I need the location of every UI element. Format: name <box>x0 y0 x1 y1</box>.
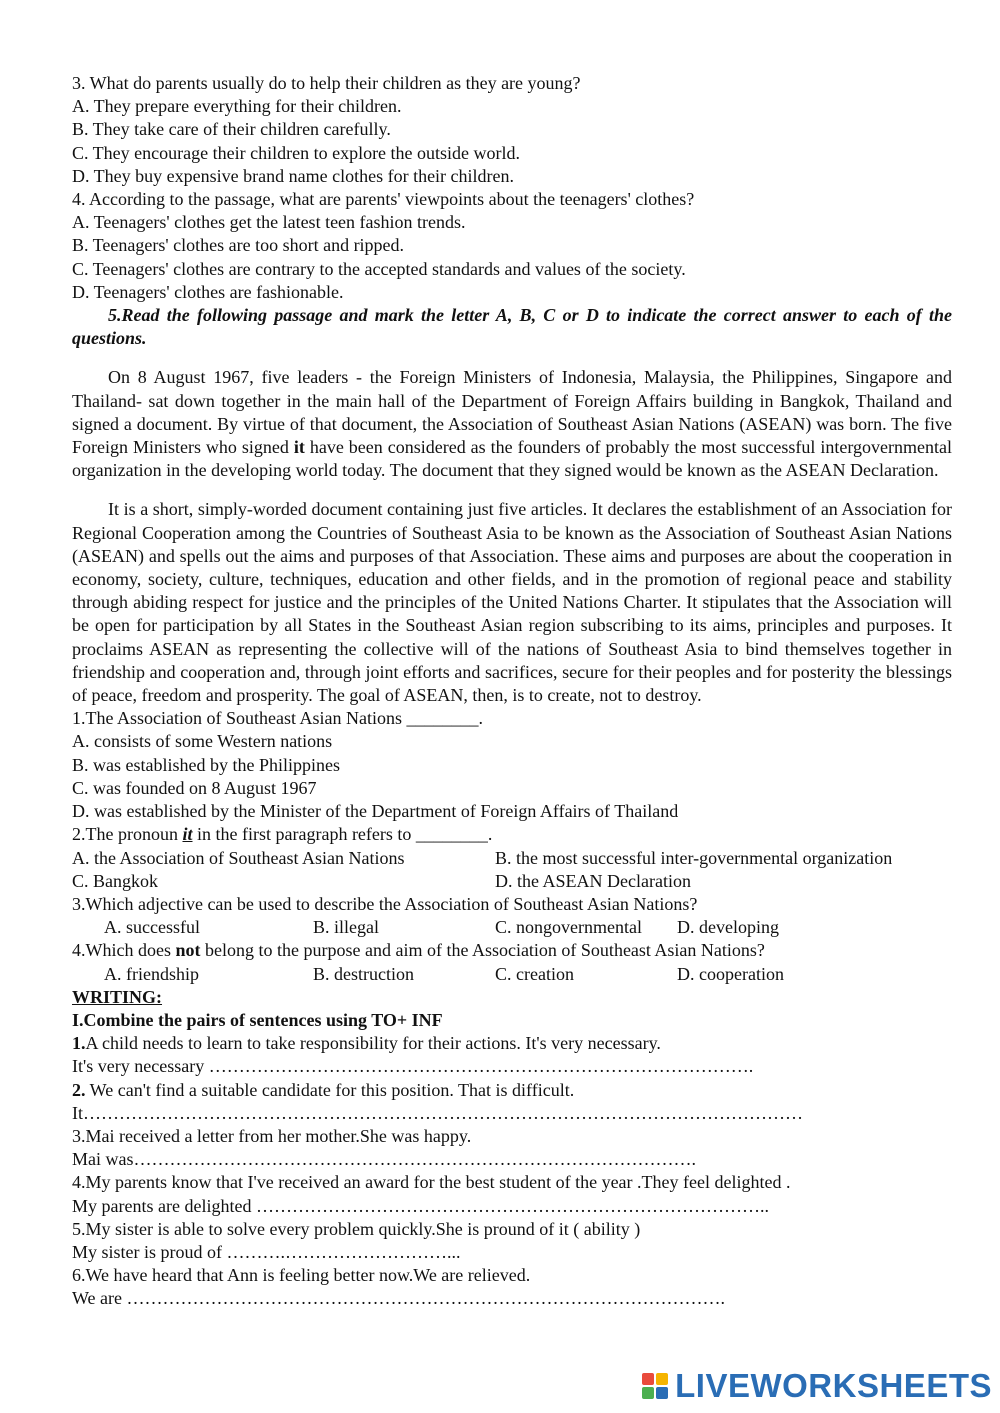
answer-option: B. destruction <box>313 963 414 984</box>
writing-prompt: 3.Mai received a letter from her mother.She was happy. <box>72 1125 472 1146</box>
answer-option: D. They buy expensive brand name clothes for their children. <box>72 165 515 186</box>
question-4-stem <box>72 939 952 962</box>
answer-option: A. successful <box>104 917 200 938</box>
answer-option: B. They take care of their children carefully. <box>72 119 391 140</box>
liveworksheets-logo[interactable] <box>642 1367 992 1405</box>
prompt-text: A child needs to learn to take responsibility for their actions. It's very necessary. <box>85 1033 661 1054</box>
passage-paragraph-1 <box>72 366 952 482</box>
writing-prompt <box>72 1079 952 1102</box>
question-text: in the first paragraph refers to ________. <box>192 824 493 845</box>
emphasis-not: not <box>175 940 201 961</box>
answer-row <box>72 963 952 986</box>
question-stem: 4. According to the passage, what are parents' viewpoints about the teenagers' clothes? <box>72 189 695 210</box>
answer-option: C. nongovernmental <box>495 917 642 938</box>
question-text: 2.The pronoun <box>72 824 183 845</box>
answer-option: D. the ASEAN Declaration <box>495 870 691 891</box>
logo-text: LIVEWORKSHEETS <box>675 1367 992 1404</box>
question-1-stem: 1.The Association of Southeast Asian Nations ________. <box>72 708 483 729</box>
writing-title: WRITING: <box>72 986 163 1007</box>
answer-line[interactable]: My parents are delighted ………………………………………………………………………….. <box>72 1195 769 1216</box>
answer-line[interactable]: Mai was…………………………………………………………………………………. <box>72 1149 696 1170</box>
question-3-stem: 3.Which adjective can be used to describe the Association of Southeast Asian Nations? <box>72 893 698 914</box>
answer-row <box>72 847 952 870</box>
answer-option: D. developing <box>677 917 779 938</box>
liveworksheets-logo-icon <box>642 1371 672 1401</box>
prompt-text: We can't find a suitable candidate for this position. That is difficult. <box>85 1079 575 1100</box>
item-number: 2. <box>72 1079 86 1100</box>
answer-option: D. Teenagers' clothes are fashionable. <box>72 281 344 302</box>
answer-option: B. was established by the Philippines <box>72 754 340 775</box>
answer-option: A. consists of some Western nations <box>72 731 333 752</box>
answer-line[interactable]: It's very necessary ………………………………………………………………………………. <box>72 1056 754 1077</box>
answer-option: B. the most successful inter-governmental organization <box>495 847 893 868</box>
answer-option: C. creation <box>495 963 574 984</box>
answer-option: C. was founded on 8 August 1967 <box>72 777 317 798</box>
question-2-stem <box>72 823 952 846</box>
previous-questions <box>72 72 952 304</box>
answer-option: B. illegal <box>313 917 379 938</box>
item-number: 1. <box>72 1033 86 1054</box>
writing-prompt <box>72 1032 952 1055</box>
answer-option: A. the Association of Southeast Asian Nations <box>72 847 405 868</box>
passage-paragraph-2: It is a short, simply-worded document containing just five articles. It declares the establishment of an Association for Regional Cooperation among the Countries of Southeast Asia to be known as the Association of Southeast Asian Nations (ASEAN) and spells out the aims and purposes of that Association. These aims and purposes are about the cooperation in economy, society, culture, techniques, education and other fields, and in the promotion of regional peace and stability through abiding respect for justice and the principles of the United Nations Charter. It stipulates that the Association will be open for participation by all States in the Southeast Asian region subscribing to its aims, principles and purposes. It proclaims ASEAN as representing the collective will of the nations of Southeast Asia to bind themselves together in friendship and cooperation and, through joint efforts and sacrifices, secure for their peoples and for posterity the blessings of peace, freedom and prosperity. The goal of ASEAN, then, is to create, not to destroy. <box>72 499 952 706</box>
answer-option: C. They encourage their children to explore the outside world. <box>72 142 521 163</box>
question-stem: 3. What do parents usually do to help their children as they are young? <box>72 73 581 93</box>
answer-option: A. Teenagers' clothes get the latest teen fashion trends. <box>72 212 466 233</box>
passage-text: On 8 August 1967, five leaders - the Foreign Ministers of Indonesia, Malaysia, the Philippines, Singapore and Thailand- sat down together in the main hall of the Department of Foreign Affairs building in Bangkok, Thailand and signed a document. By virtue of that document, the Association of Southeast Asian Nations (ASEAN) was born. The five Foreign Ministers who signed <box>72 367 952 458</box>
section-5-instruction: 5.Read the following passage and mark the letter A, B, C or D to indicate the correct answer to each of the questions. <box>72 305 952 349</box>
passage-bold-word: it <box>293 437 305 458</box>
answer-line[interactable]: My sister is proud of ……….………………………... <box>72 1241 461 1262</box>
answer-row <box>72 916 952 939</box>
answer-line[interactable]: It………………………………………………………………………………………………………… <box>72 1102 803 1123</box>
writing-prompt: 4.My parents know that I've received an award for the best student of the year .They feel delighted . <box>72 1172 791 1193</box>
question-text: 4.Which does <box>72 940 176 961</box>
answer-option: A. friendship <box>104 963 199 984</box>
answer-option: D. was established by the Minister of the Department of Foreign Affairs of Thailand <box>72 801 679 822</box>
answer-option: A. They prepare everything for their children. <box>72 96 402 117</box>
writing-prompt: 6.We have heard that Ann is feeling better now.We are relieved. <box>72 1265 531 1286</box>
writing-instruction: I.Combine the pairs of sentences using TO+ INF <box>72 1009 443 1030</box>
answer-option: C. Teenagers' clothes are contrary to the accepted standards and values of the society. <box>72 258 686 279</box>
answer-option: D. cooperation <box>677 963 784 984</box>
answer-option: C. Bangkok <box>72 870 159 891</box>
question-text: belong to the purpose and aim of the Association of Southeast Asian Nations? <box>200 940 765 961</box>
answer-row <box>72 870 952 893</box>
writing-prompt: 5.My sister is able to solve every problem quickly.She is pround of it ( ability ) <box>72 1218 641 1239</box>
pronoun-it: it <box>182 824 193 845</box>
worksheet-page <box>72 72 952 1311</box>
answer-option: B. Teenagers' clothes are too short and ripped. <box>72 235 405 256</box>
answer-line[interactable]: We are ………………………………………………………………………………………. <box>72 1288 726 1309</box>
passage-text: have been considered as the founders of probably the most successful intergovernmental organization in the developing world today. The document that they signed would be known as the ASEAN Declaration. <box>72 437 952 481</box>
